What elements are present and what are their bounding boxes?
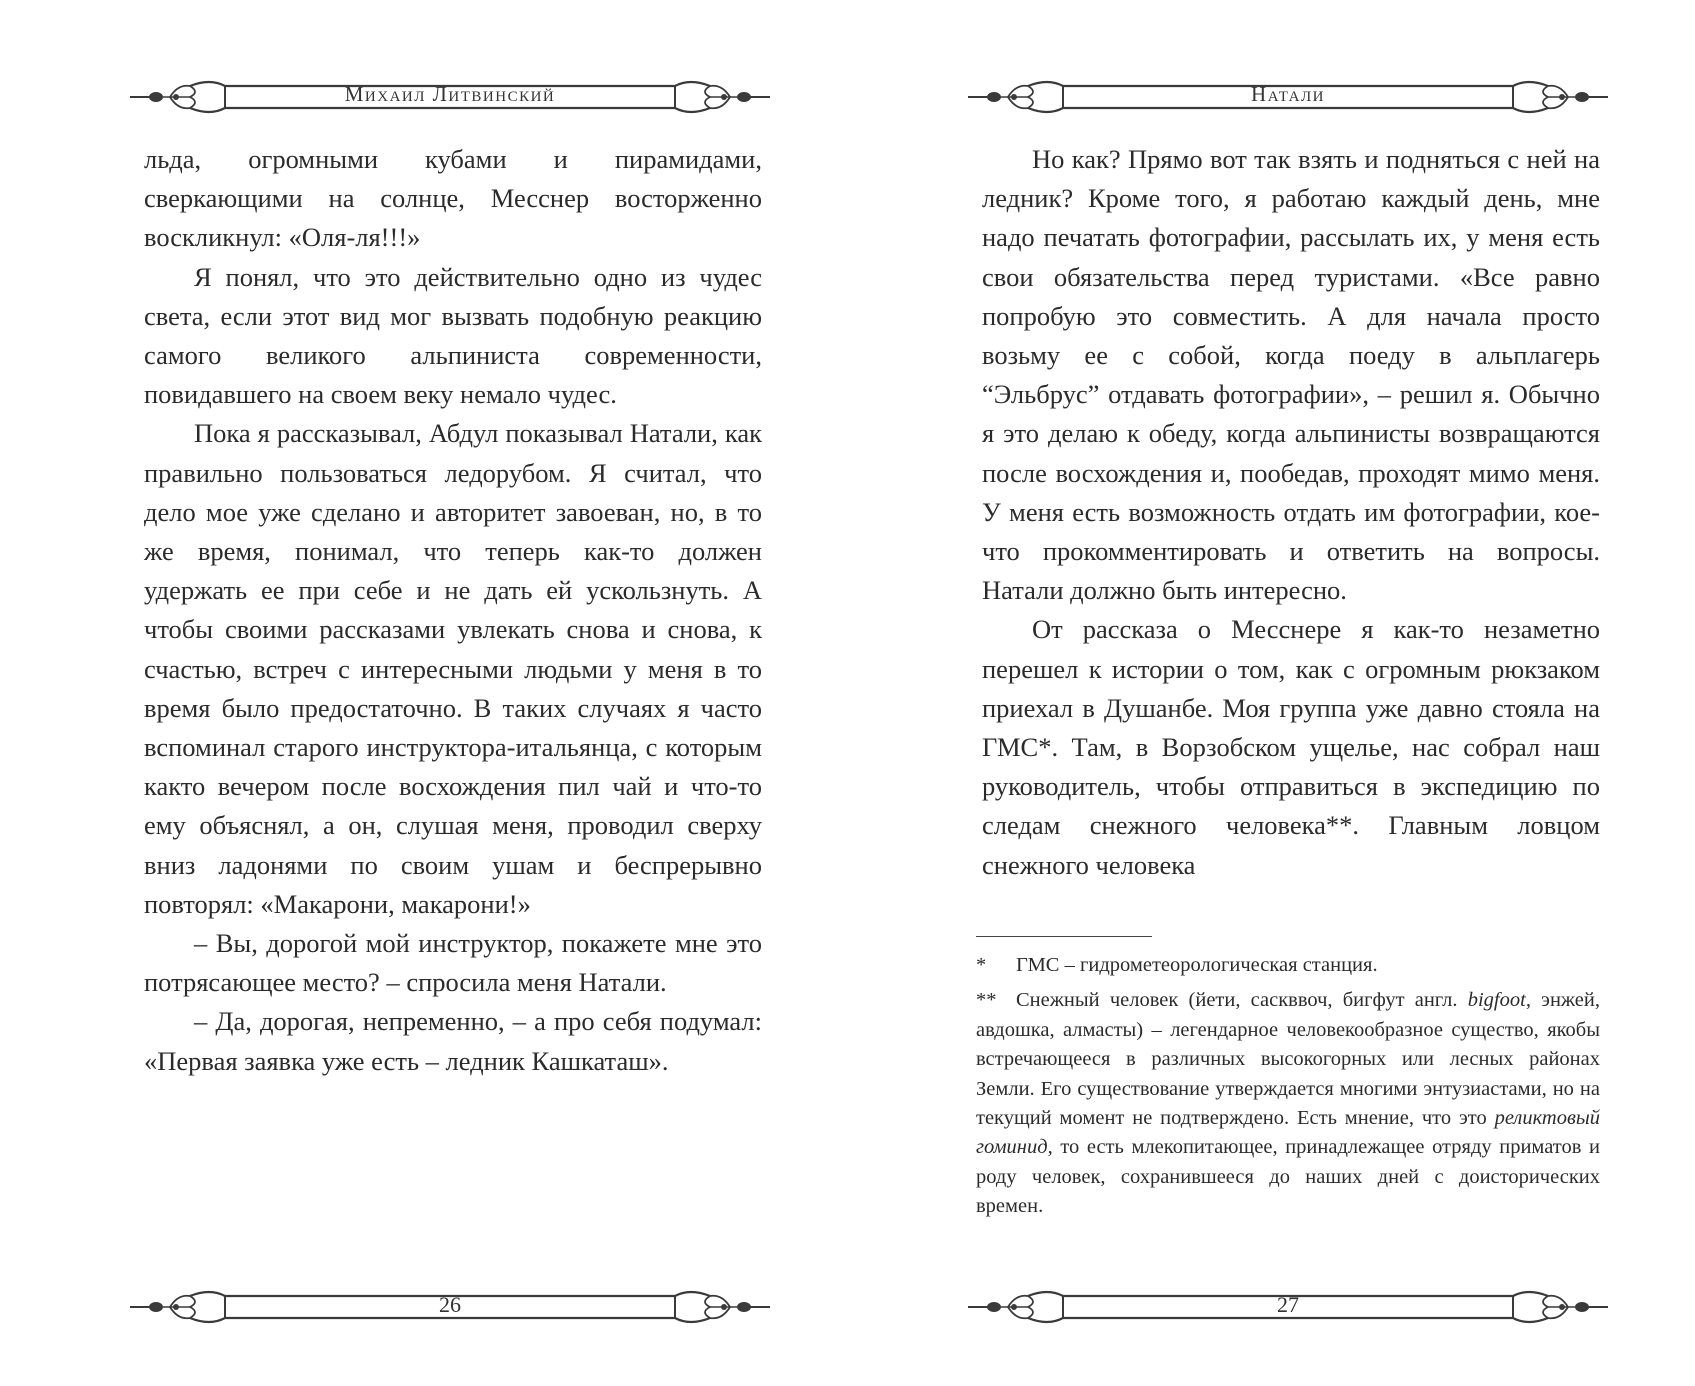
paragraph: От рассказа о Месснере я как-то незаметно перешел к истории о том, как с огромным рюкзаком приехал в Душанбе. Моя группа уже давно стояла на ГМС*. Там, в Ворзобском ущелье, нас собрал наш руководитель, чтобы отправиться в экспедицию по следам снежного человека**. Главным ловцом снежного человека — [982, 614, 1600, 880]
paragraph: Но как? Прямо вот так взять и подняться с ней на ледник? Кроме того, я работаю каждый день, мне надо печатать фотографии, рассылать их, у меня есть свои обязательства перед туристами. «Все равно попробую это совместить. А для начала просто возьму ее с собой, когда поеду в альплагерь “Эльбрус” отдавать фотографии», – решил я. Обычно я это делаю к обеду, когда альпинисты возвращаются после восхождения и, пообедав, проходят мимо меня. У меня есть возможность отдать им фотографии, кое-что прокомментировать и ответить на вопросы. Натали должно быть интересно. — [982, 144, 1600, 606]
page-number: 27 — [1277, 1292, 1299, 1317]
footnote-mark: ** — [976, 989, 997, 1012]
right-page — [968, 0, 1608, 1386]
footnote: ** Снежный человек (йети, саскввоч, бигфут англ. bigfoot, энжей, авдошка, алмасты) – легендарное человекообразное существо, якобы встречающееся в различных высокогорных или лесных районах Земли. Его существование утверждается многими энтузиастами, но на текущий момент не подтверждено. Есть мнение, что это реликтовый гоминид, то есть млекопитающее, принадлежащее отряду приматов и роду человек, сохранившееся до наших дней с доисторических времен. — [976, 986, 1600, 1221]
paragraph: – Да, дорогая, непременно, – а про себя подумал: «Первая заявка уже есть – ледник Кашкаташ». — [144, 1006, 762, 1076]
header-book-title: Натали — [1251, 82, 1325, 106]
running-footer-right — [968, 1282, 1608, 1330]
left-body-text — [144, 140, 762, 1081]
running-header-right — [968, 72, 1608, 120]
paragraph: Я понял, что это действительно одно из чудес света, если этот вид мог вызвать подобную реакцию самого великого альпиниста современности, повидавшего на своем веку немало чудес. — [144, 261, 762, 410]
left-page — [130, 0, 770, 1386]
footnote-mark: * — [976, 954, 987, 976]
paragraph: – Вы, дорогой мой инструктор, покажете мне это потрясающее место? – спросила меня Натали. — [144, 928, 762, 998]
running-header-left — [130, 72, 770, 120]
running-footer-left — [130, 1282, 770, 1330]
right-body-text — [982, 140, 1600, 885]
footnotes — [976, 951, 1600, 1228]
footnote-text: ГМС – гидрометеорологическая станция. — [1016, 954, 1378, 976]
header-author-name: Михаил Литвинский — [344, 82, 556, 106]
footnote-divider — [976, 936, 1152, 937]
footnote — [976, 951, 1600, 980]
page-number: 26 — [439, 1292, 461, 1317]
paragraph: льда, огромными кубами и пирамидами, сверкающими на солнце, Месснер восторженно воскликнул: «Оля-ля!!!» — [144, 144, 762, 253]
paragraph: Пока я рассказывал, Абдул показывал Натали, как правильно пользоваться ледорубом. Я считал, что дело мое уже сделано и авторитет завоеван, но, в то же время, понимал, что теперь как-то должен удержать ее при себе и не дать ей ускользнуть. А чтобы своими рассказами увлекать снова и снова, к счастью, встреч с интересными людьми у меня в то время было предостаточно. В таких случаях я часто вспоминал старого инструктора-итальянца, с которым както вечером после восхождения пил чай и что-то ему объяснял, а он, слушая меня, проводил сверху вниз ладонями по своим ушам и беспрерывно повторял: «Макарони, макарони!» — [144, 418, 762, 919]
